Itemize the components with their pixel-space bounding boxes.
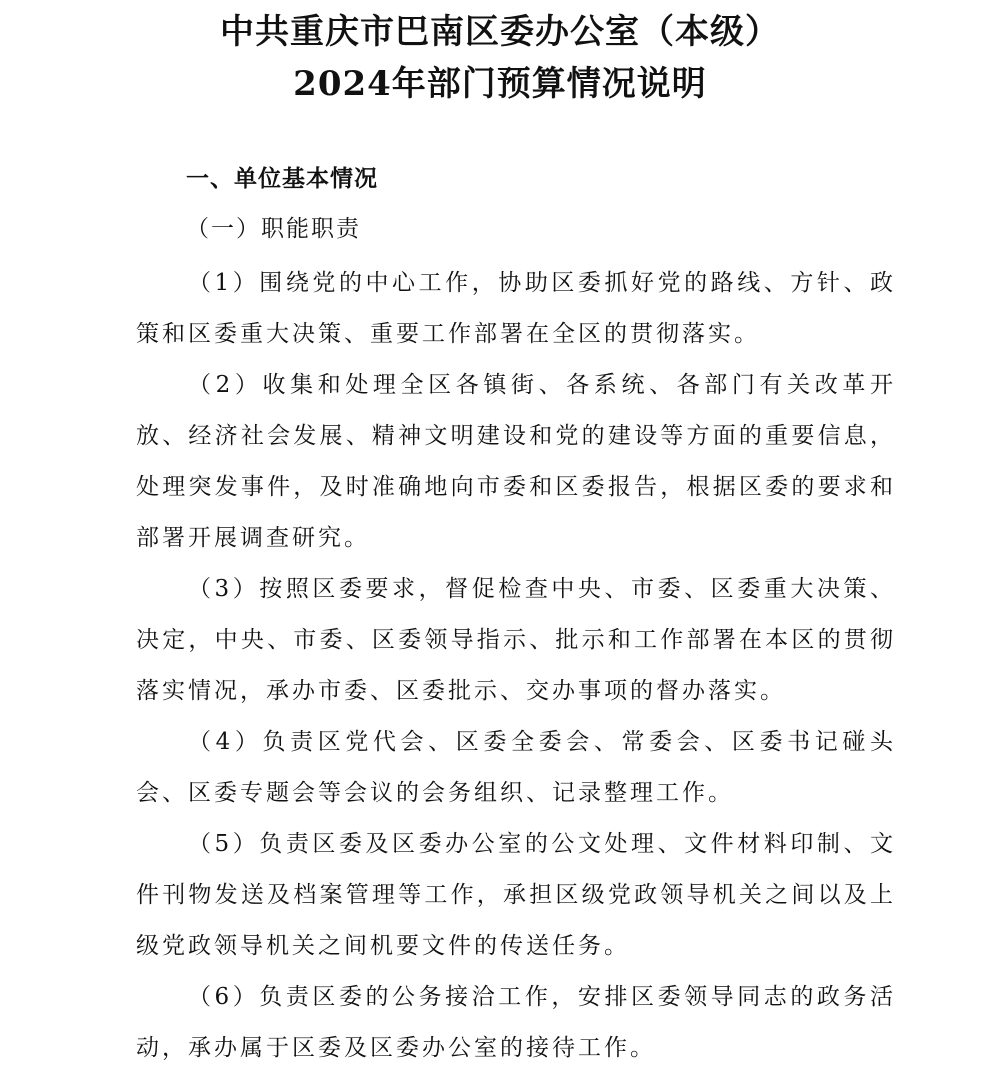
title-line-2: 2024年部门预算情况说明 <box>293 64 707 104</box>
duty-item-5: （5）负责区委及区委办公室的公文处理、文件材料印制、文件刊物发送及档案管理等工作，承担区级党政领导机关之间以及上级党政领导机关之间机要文件的传送任务。 <box>136 831 896 959</box>
section-heading-basic-info: 一、单位基本情况 <box>186 166 378 192</box>
duty-item-1: （1）围绕党的中心工作，协助区委抓好党的路线、方针、政策和区委重大决策、重要工作部署在全区的贯彻落实。 <box>136 270 896 347</box>
subsection-heading-duties: （一）职能职责 <box>186 216 361 242</box>
duty-item-6: （6）负责区委的公务接洽工作，安排区委领导同志的政务活动，承办属于区委及区委办公室的接待工作。 <box>136 984 896 1061</box>
duties-list <box>136 258 896 1074</box>
duty-item-3: （3）按照区委要求，督促检查中央、市委、区委重大决策、决定，中央、市委、区委领导指示、批示和工作部署在本区的贯彻落实情况，承办市委、区委批示、交办事项的督办落实。 <box>136 576 896 704</box>
title-line-1: 中共重庆市巴南区委办公室（本级） <box>220 12 780 52</box>
document-title <box>0 6 1000 110</box>
duty-item-4: （4）负责区党代会、区委全委会、常委会、区委书记碰头会、区委专题会等会议的会务组织、记录整理工作。 <box>136 729 896 806</box>
duty-item-2: （2）收集和处理全区各镇街、各系统、各部门有关改革开放、经济社会发展、精神文明建设和党的建设等方面的重要信息，处理突发事件，及时准确地向市委和区委报告，根据区委的要求和部署开展调查研究。 <box>136 372 896 551</box>
